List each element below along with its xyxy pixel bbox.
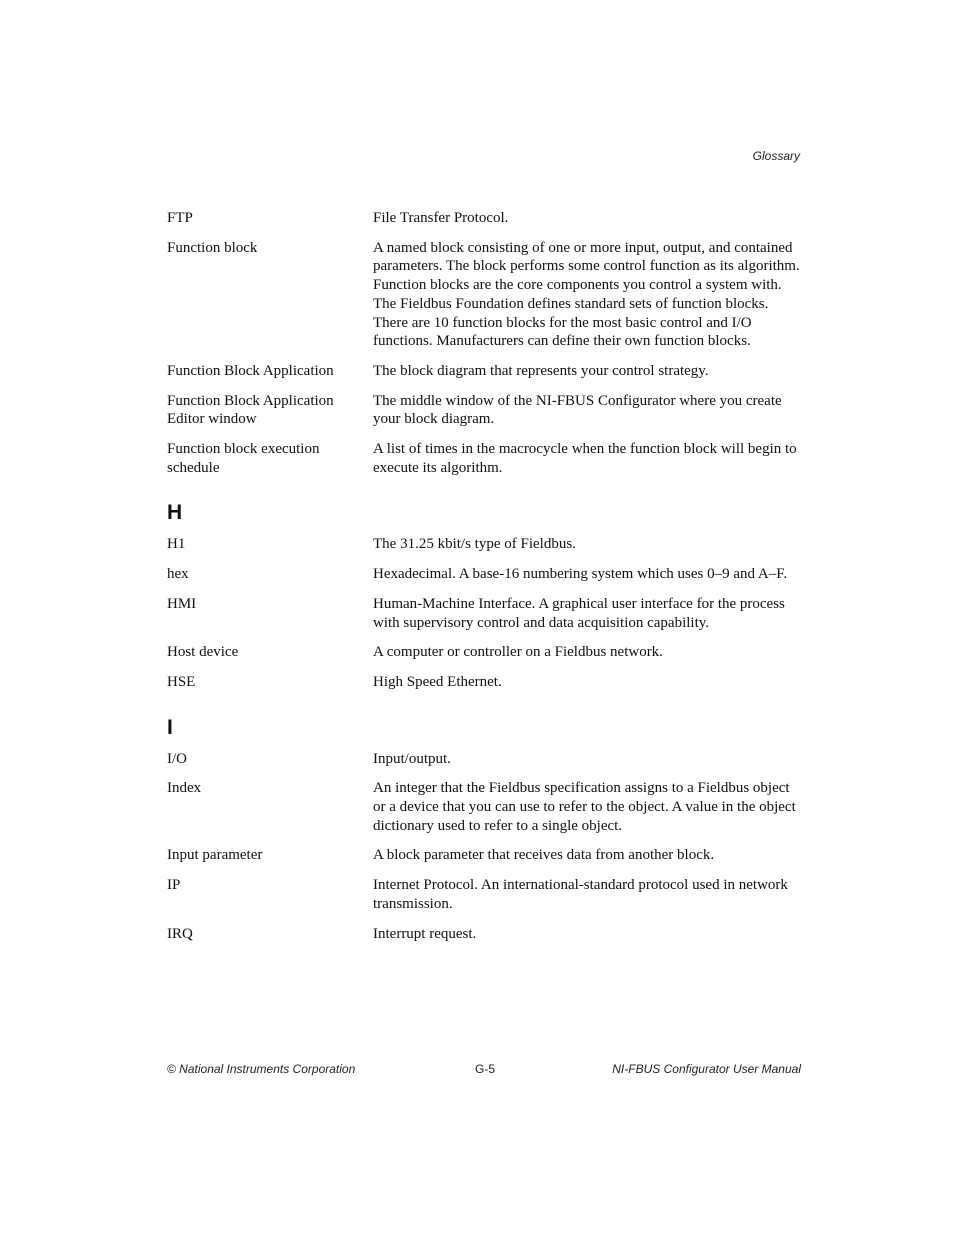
glossary-term: Function Block Application Editor window <box>167 392 334 428</box>
glossary-entry <box>167 565 801 584</box>
glossary-entry <box>167 392 801 429</box>
glossary-definition: Input/output. <box>373 750 451 767</box>
glossary-entry <box>167 535 801 554</box>
glossary-definition: Internet Protocol. An international-standard protocol used in network transmission. <box>373 877 788 912</box>
footer-page-number: G-5 <box>475 1062 496 1076</box>
section-letter-heading: I <box>167 715 173 739</box>
glossary-content <box>167 209 801 954</box>
glossary-entry <box>167 440 801 477</box>
glossary-definition: File Transfer Protocol. <box>373 210 509 226</box>
glossary-entry <box>167 673 801 692</box>
glossary-term: Function block execution schedule <box>167 441 320 476</box>
glossary-definition: The middle window of the NI-FBUS Configurator where you create your block diagram. <box>373 392 782 428</box>
glossary-definition: Hexadecimal. A base-16 numbering system which uses 0–9 and A–F. <box>373 566 788 583</box>
glossary-group-f <box>167 209 801 477</box>
glossary-term: HMI <box>167 595 197 612</box>
glossary-entry <box>167 750 801 769</box>
glossary-term: Host device <box>167 644 239 661</box>
glossary-term: Input parameter <box>167 847 263 864</box>
glossary-term: Function block <box>167 239 258 256</box>
glossary-term: hex <box>167 566 189 583</box>
glossary-definition: The block diagram that represents your control strategy. <box>373 362 709 379</box>
glossary-definition: An integer that the Fieldbus specification assigns to a Fieldbus object or a device that you can use to refer to the object. A value in the object dictionary used to refer to a single object. <box>373 780 796 834</box>
glossary-entry <box>167 643 801 662</box>
glossary-entry <box>167 209 801 228</box>
glossary-entry <box>167 925 801 944</box>
section-letter-heading: H <box>167 501 183 525</box>
glossary-entry <box>167 239 801 351</box>
glossary-term: Index <box>167 780 202 797</box>
glossary-term: H1 <box>167 536 186 553</box>
glossary-definition: Human-Machine Interface. A graphical user interface for the process with supervisory control and data acquisition capability. <box>373 595 785 631</box>
glossary-group-i <box>167 716 801 944</box>
glossary-entry <box>167 362 801 381</box>
glossary-definition: Interrupt request. <box>373 925 477 942</box>
running-header: Glossary <box>752 149 800 163</box>
glossary-definition: A block parameter that receives data from another block. <box>373 847 715 864</box>
footer-copyright: © National Instruments Corporation <box>167 1062 356 1076</box>
glossary-entry <box>167 779 801 835</box>
footer-manual-title: NI-FBUS Configurator User Manual <box>612 1062 801 1076</box>
glossary-definition: A list of times in the macrocycle when the function block will begin to execute its algorithm. <box>373 441 797 476</box>
glossary-term: IP <box>167 877 181 894</box>
glossary-definition: High Speed Ethernet. <box>373 673 502 690</box>
glossary-definition: A named block consisting of one or more input, output, and contained parameters. The block performs some control function as its algorithm. Function blocks are the core components you control a system with. The Fieldbus Foundation defines standard sets of function blocks. There are 10 function blocks for the most basic control and I/O functions. Manufacturers can define their own function blocks. <box>373 239 800 350</box>
glossary-term: Function Block Application <box>167 362 334 379</box>
glossary-entry <box>167 876 801 913</box>
glossary-group-h <box>167 501 801 691</box>
glossary-term: HSE <box>167 673 196 690</box>
glossary-term: FTP <box>167 210 193 226</box>
glossary-term: I/O <box>167 750 187 767</box>
glossary-entry <box>167 846 801 865</box>
glossary-entry <box>167 595 801 632</box>
glossary-definition: The 31.25 kbit/s type of Fieldbus. <box>373 536 576 553</box>
glossary-definition: A computer or controller on a Fieldbus network. <box>373 644 663 661</box>
glossary-term: IRQ <box>167 925 193 942</box>
